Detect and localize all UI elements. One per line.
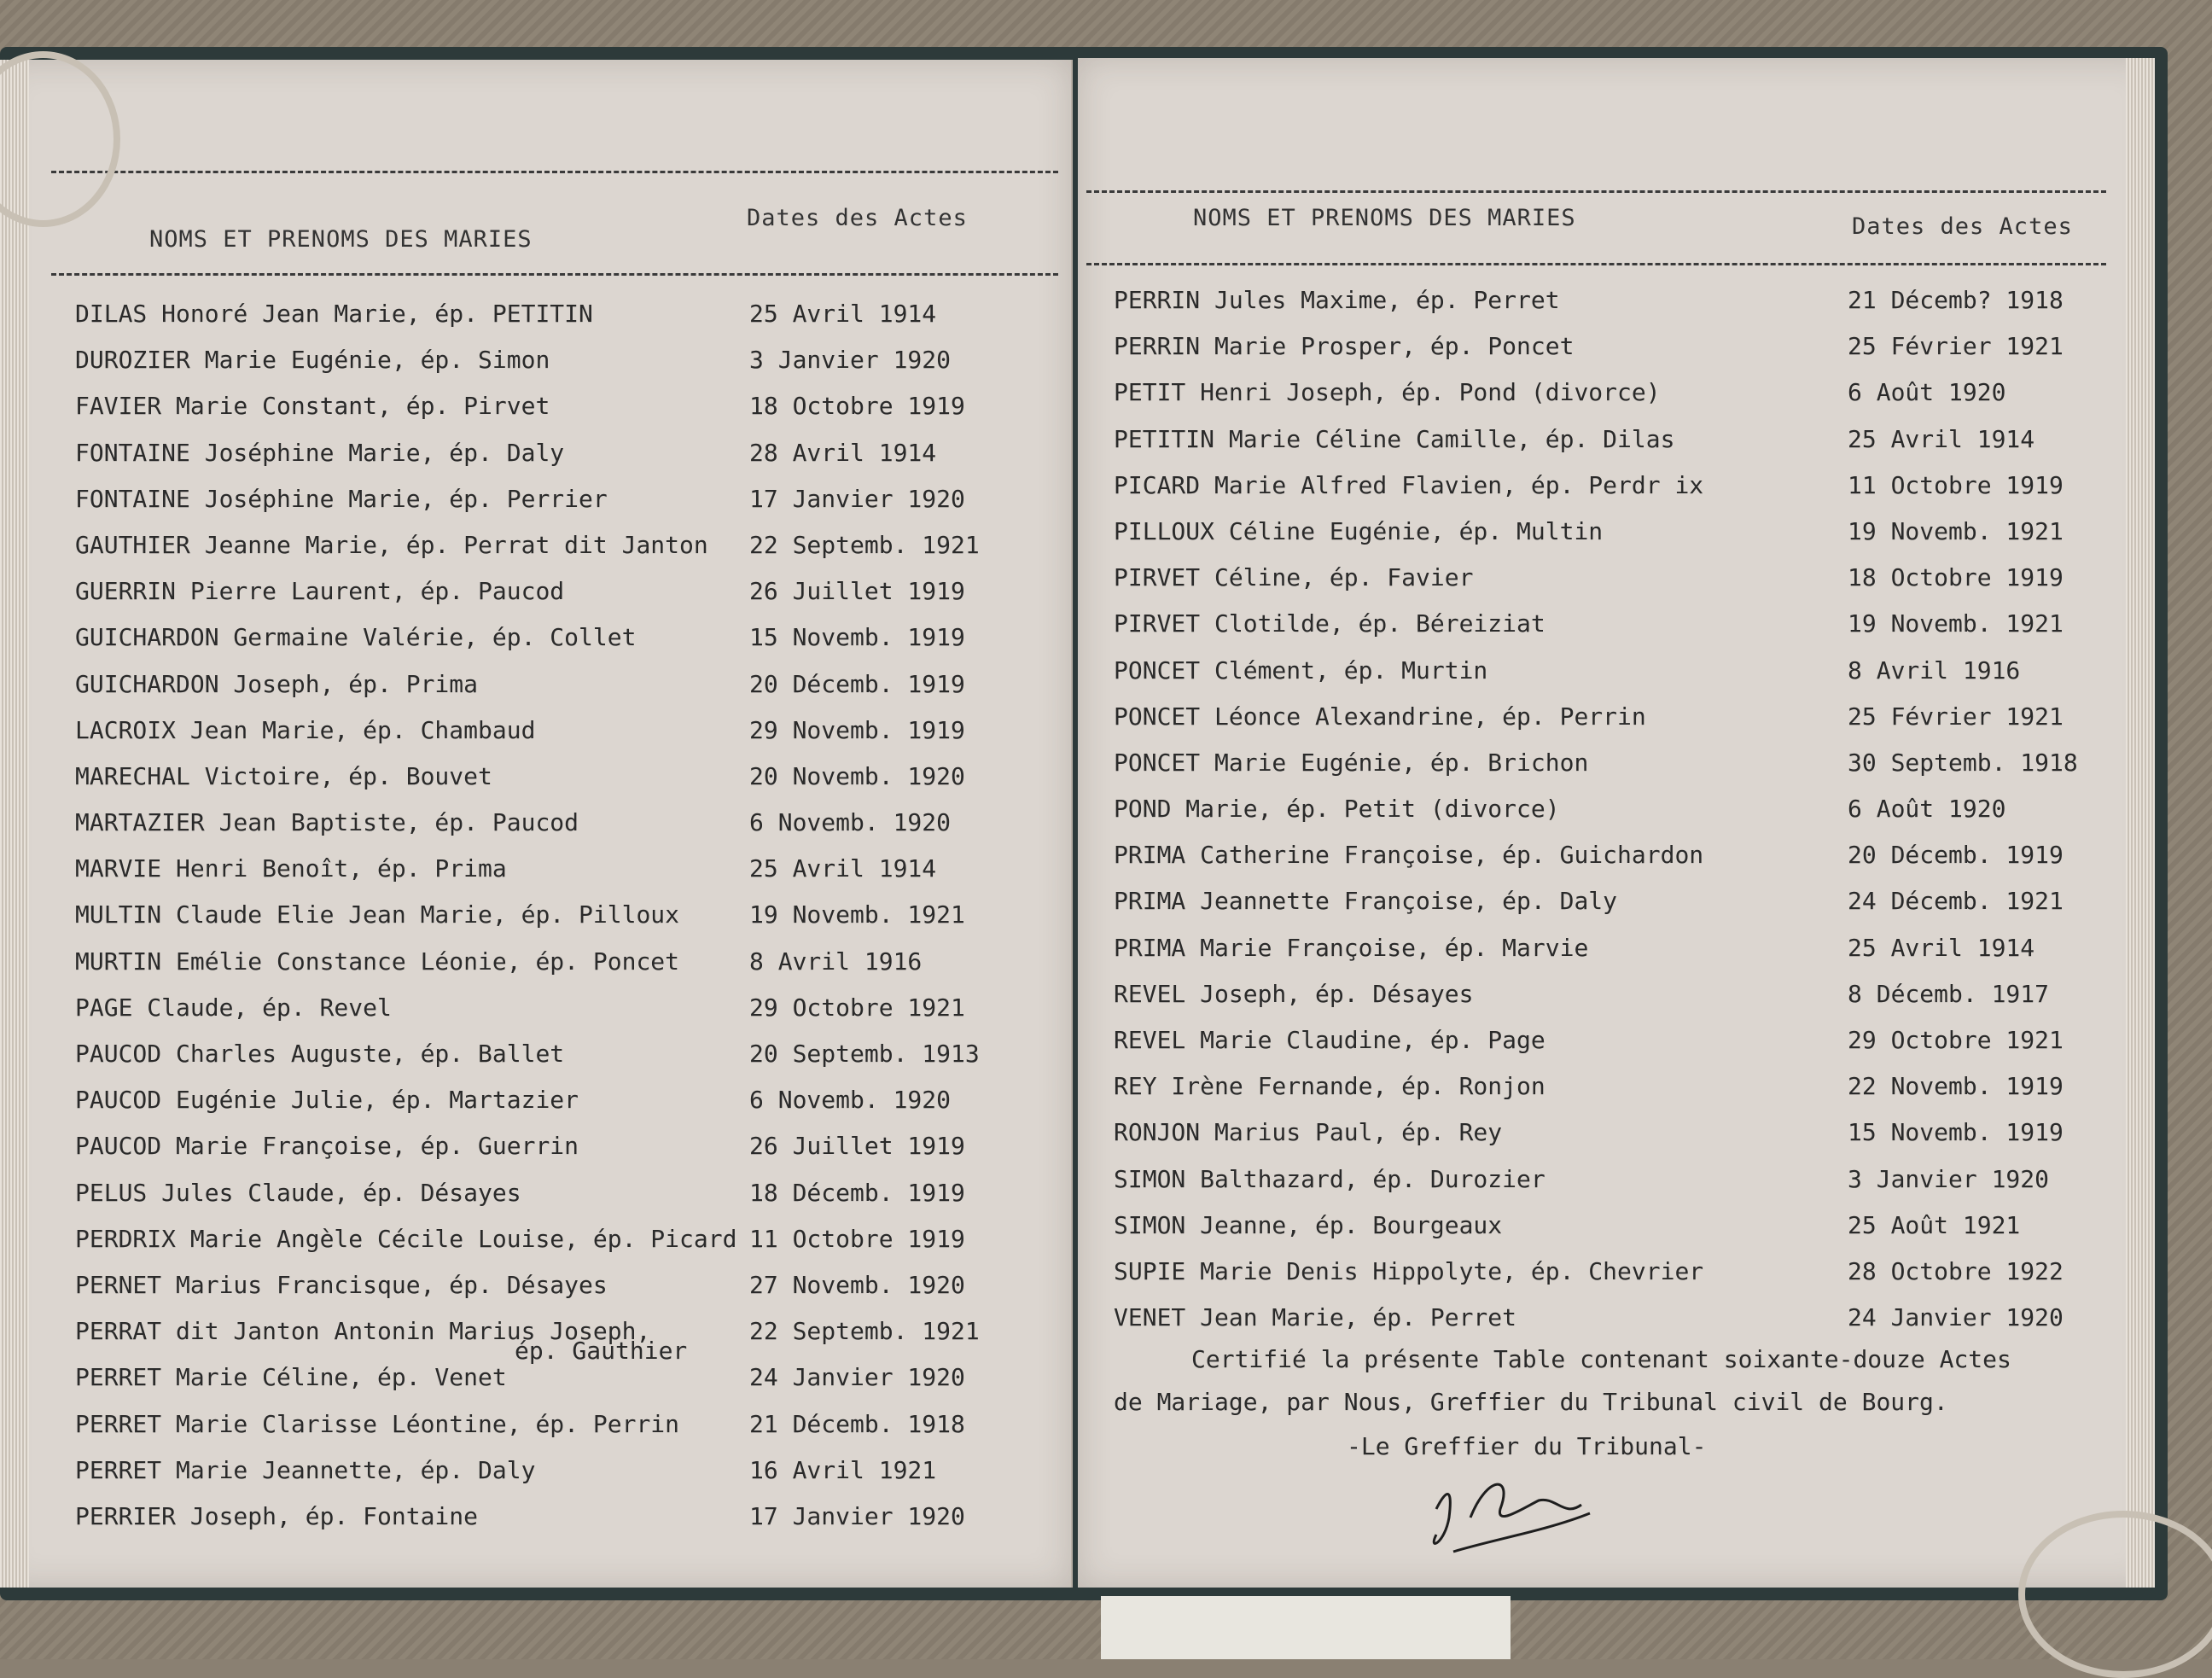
entry-date: 28 Octobre 1922 — [1848, 1256, 2064, 1285]
entry-name: REY Irène Fernande, ép. Ronjon — [1114, 1072, 1545, 1101]
right-page — [1078, 58, 2155, 1588]
header-bottom-rule — [51, 273, 1058, 276]
entry-date: 30 Septemb. 1918 — [1848, 748, 2078, 777]
entry-name: PERRIN Jules Maxime, ép. Perret — [1114, 286, 1560, 314]
label-card — [1101, 1596, 1511, 1659]
entry-name: PONCET Clément, ép. Murtin — [1114, 655, 1488, 685]
entry-name: PETIT Henri Joseph, ép. Pond (divorce) — [1114, 378, 1661, 407]
entry-date: 22 Novemb. 1919 — [1848, 1072, 2064, 1101]
entry-date: 25 Avril 1914 — [1848, 424, 2035, 453]
entry-row — [75, 1503, 1057, 1549]
entry-row — [1114, 935, 2129, 981]
dates-column-header: Dates des Actes — [1852, 213, 2073, 240]
entry-row — [1114, 1027, 2129, 1073]
entry-name: PERRAT dit Janton Antonin Marius Joseph, — [75, 1317, 651, 1346]
entry-row — [75, 347, 1057, 393]
entry-date: 25 Avril 1914 — [749, 300, 937, 328]
entry-name: MARVIE Henri Benoît, ép. Prima — [75, 854, 507, 883]
entry-date: 18 Octobre 1919 — [1848, 563, 2064, 592]
entry-date: 3 Janvier 1920 — [749, 346, 952, 375]
right-entries-list — [1114, 287, 2129, 1350]
entry-row — [75, 440, 1057, 486]
entry-row — [1114, 1212, 2129, 1258]
entry-name: PIRVET Céline, ép. Favier — [1114, 563, 1474, 592]
entry-date: 6 Août 1920 — [1848, 378, 2006, 407]
entry-date: 3 Janvier 1920 — [1848, 1164, 2050, 1193]
page-edges — [2126, 58, 2155, 1588]
entry-row — [1114, 749, 2129, 795]
entry-date: 22 Septemb. 1921 — [749, 1317, 980, 1346]
entry-name: PAUCOD Marie Françoise, ép. Guerrin — [75, 1132, 579, 1161]
entry-name: FAVIER Marie Constant, ép. Pirvet — [75, 392, 550, 421]
entry-row — [75, 1272, 1057, 1318]
page-edges — [0, 60, 29, 1588]
entry-name: PRIMA Marie Françoise, ép. Marvie — [1114, 933, 1589, 962]
entry-date: 26 Juillet 1919 — [749, 577, 965, 606]
entry-row — [1114, 657, 2129, 703]
entry-date: 29 Octobre 1921 — [749, 993, 965, 1022]
entry-date: 24 Janvier 1920 — [749, 1363, 965, 1392]
entry-name: REVEL Joseph, ép. Désayes — [1114, 979, 1474, 1008]
entry-name: PERRIER Joseph, ép. Fontaine — [75, 1501, 479, 1530]
entry-name: DILAS Honoré Jean Marie, ép. PETITIN — [75, 300, 593, 328]
entry-name: FONTAINE Joséphine Marie, ép. Perrier — [75, 484, 608, 513]
entry-row — [1114, 472, 2129, 518]
entry-row — [1114, 703, 2129, 749]
entry-date: 20 Décemb. 1919 — [749, 669, 965, 698]
entry-date: 26 Juillet 1919 — [749, 1132, 965, 1161]
greffier-signature — [1419, 1458, 1641, 1588]
left-entries-list — [75, 300, 1057, 1549]
header-top-rule — [51, 171, 1058, 173]
entry-name: MURTIN Emélie Constance Léonie, ép. Poncet — [75, 947, 680, 976]
entry-date: 16 Avril 1921 — [749, 1455, 937, 1484]
entry-name-continuation: ép. Gauthier — [515, 1337, 688, 1366]
entry-date: 25 Avril 1914 — [1848, 933, 2035, 962]
entry-name: MARECHAL Victoire, ép. Bouvet — [75, 761, 492, 790]
entry-date: 8 Avril 1916 — [749, 947, 923, 976]
entry-row — [75, 1226, 1057, 1272]
entry-name: PAUCOD Eugénie Julie, ép. Martazier — [75, 1086, 579, 1115]
greffier-title: -Le Greffier du Tribunal- — [1347, 1432, 1707, 1460]
entry-date: 19 Novemb. 1921 — [749, 900, 965, 929]
entry-name: MARTAZIER Jean Baptiste, ép. Paucod — [75, 808, 579, 837]
entry-row — [1114, 333, 2129, 379]
certification-line-2: de Mariage, par Nous, Greffier du Tribunal civil de Bourg. — [1114, 1388, 1948, 1416]
entry-date: 19 Novemb. 1921 — [1848, 516, 2064, 545]
entry-date: 6 Novemb. 1920 — [749, 808, 952, 837]
entry-name: GUICHARDON Joseph, ép. Prima — [75, 669, 479, 698]
entry-row — [1114, 1166, 2129, 1212]
entry-date: 11 Octobre 1919 — [749, 1224, 965, 1253]
entry-date: 22 Septemb. 1921 — [749, 530, 980, 559]
entry-date: 11 Octobre 1919 — [1848, 470, 2064, 499]
entry-date: 25 Août 1921 — [1848, 1210, 2021, 1239]
header-bottom-rule — [1086, 263, 2106, 265]
entry-name: PERRET Marie Céline, ép. Venet — [75, 1363, 507, 1392]
entry-row — [75, 1364, 1057, 1410]
header-top-rule — [1086, 190, 2106, 193]
entry-row — [75, 855, 1057, 901]
entry-row — [1114, 842, 2129, 888]
entry-name: GUICHARDON Germaine Valérie, ép. Collet — [75, 623, 637, 652]
entry-row — [75, 809, 1057, 855]
entry-date: 6 Août 1920 — [1848, 795, 2006, 824]
entry-row — [1114, 888, 2129, 934]
entry-name: GAUTHIER Jeanne Marie, ép. Perrat dit Janton — [75, 530, 708, 559]
entry-row — [1114, 1258, 2129, 1304]
entry-row — [1114, 610, 2129, 656]
entry-row — [75, 1411, 1057, 1457]
entry-date: 18 Décemb. 1919 — [749, 1178, 965, 1207]
entry-date: 29 Novemb. 1919 — [749, 715, 965, 744]
entry-name: PETITIN Marie Céline Camille, ép. Dilas — [1114, 424, 1675, 453]
entry-row — [75, 671, 1057, 717]
entry-row — [1114, 1304, 2129, 1350]
entry-name: PILLOUX Céline Eugénie, ép. Multin — [1114, 516, 1604, 545]
entry-row — [1114, 981, 2129, 1027]
entry-row — [1114, 518, 2129, 564]
entry-name: LACROIX Jean Marie, ép. Chambaud — [75, 715, 536, 744]
entry-row — [75, 1180, 1057, 1226]
entry-name: PERNET Marius Francisque, ép. Désayes — [75, 1270, 608, 1299]
entry-row — [75, 1040, 1057, 1087]
entry-row — [1114, 564, 2129, 610]
entry-row — [1114, 795, 2129, 842]
entry-date: 25 Avril 1914 — [749, 854, 937, 883]
entry-name: VENET Jean Marie, ép. Perret — [1114, 1303, 1517, 1332]
entry-row — [75, 486, 1057, 532]
entry-row — [75, 393, 1057, 439]
entry-date: 29 Octobre 1921 — [1848, 1026, 2064, 1054]
entry-name: GUERRIN Pierre Laurent, ép. Paucod — [75, 577, 565, 606]
entry-date: 20 Septemb. 1913 — [749, 1040, 980, 1068]
entry-row — [1114, 1119, 2129, 1165]
entry-date: 6 Novemb. 1920 — [749, 1086, 952, 1115]
entry-row — [75, 624, 1057, 670]
entry-row — [75, 901, 1057, 947]
certification-line-1: Certifié la présente Table contenant soixante-douze Actes — [1191, 1345, 2011, 1373]
entry-name: PICARD Marie Alfred Flavien, ép. Perdr ix — [1114, 470, 1704, 499]
entry-name: SUPIE Marie Denis Hippolyte, ép. Chevrier — [1114, 1256, 1704, 1285]
entry-row — [75, 1133, 1057, 1179]
entry-date: 21 Décemb. 1918 — [749, 1409, 965, 1438]
entry-name: PERDRIX Marie Angèle Cécile Louise, ép. Picard — [75, 1224, 737, 1253]
entry-row — [75, 994, 1057, 1040]
left-page — [0, 60, 1073, 1588]
entry-name: DUROZIER Marie Eugénie, ép. Simon — [75, 346, 550, 375]
entry-row — [75, 1318, 1057, 1364]
entry-date: 24 Janvier 1920 — [1848, 1303, 2064, 1332]
entry-date: 8 Décemb. 1917 — [1848, 979, 2050, 1008]
entry-name: MULTIN Claude Elie Jean Marie, ép. Pilloux — [75, 900, 680, 929]
entry-name: REVEL Marie Claudine, ép. Page — [1114, 1026, 1545, 1054]
entry-name: SIMON Balthazard, ép. Durozier — [1114, 1164, 1545, 1193]
entry-name: PONCET Marie Eugénie, ép. Brichon — [1114, 748, 1589, 777]
entry-row — [75, 763, 1057, 809]
entry-date: 15 Novemb. 1919 — [1848, 1118, 2064, 1147]
entry-date: 28 Avril 1914 — [749, 438, 937, 467]
names-column-header: NOMS ET PRENOMS DES MARIES — [149, 226, 533, 253]
entry-row — [75, 578, 1057, 624]
entry-name: PERRIN Marie Prosper, ép. Poncet — [1114, 332, 1575, 361]
names-column-header: NOMS ET PRENOMS DES MARIES — [1193, 205, 1576, 231]
entry-row — [75, 532, 1057, 578]
entry-date: 8 Avril 1916 — [1848, 655, 2021, 685]
entry-date: 20 Décemb. 1919 — [1848, 841, 2064, 870]
entry-date: 18 Octobre 1919 — [749, 392, 965, 421]
entry-row — [1114, 426, 2129, 472]
entry-date: 21 Décemb? 1918 — [1848, 286, 2064, 314]
entry-row — [1114, 1073, 2129, 1119]
entry-name: PRIMA Catherine Françoise, ép. Guichardon — [1114, 841, 1704, 870]
entry-date: 27 Novemb. 1920 — [749, 1270, 965, 1299]
entry-row — [75, 1087, 1057, 1133]
entry-row — [1114, 379, 2129, 425]
entry-name: PRIMA Jeannette Françoise, ép. Daly — [1114, 887, 1618, 916]
entry-row — [1114, 287, 2129, 333]
entry-row — [75, 948, 1057, 994]
entry-date: 17 Janvier 1920 — [749, 1501, 965, 1530]
entry-name: SIMON Jeanne, ép. Bourgeaux — [1114, 1210, 1503, 1239]
entry-name: PONCET Léonce Alexandrine, ép. Perrin — [1114, 702, 1646, 731]
entry-date: 19 Novemb. 1921 — [1848, 609, 2064, 638]
entry-date: 24 Décemb. 1921 — [1848, 887, 2064, 916]
entry-date: 17 Janvier 1920 — [749, 484, 965, 513]
entry-row — [75, 1457, 1057, 1503]
entry-name: PAGE Claude, ép. Revel — [75, 993, 392, 1022]
entry-name: PELUS Jules Claude, ép. Désayes — [75, 1178, 521, 1207]
entry-date: 15 Novemb. 1919 — [749, 623, 965, 652]
entry-row — [75, 300, 1057, 347]
dates-column-header: Dates des Actes — [747, 205, 968, 231]
entry-date: 25 Février 1921 — [1848, 702, 2064, 731]
entry-name: POND Marie, ép. Petit (divorce) — [1114, 795, 1560, 824]
entry-date: 20 Novemb. 1920 — [749, 761, 965, 790]
entry-name: PERRET Marie Jeannette, ép. Daly — [75, 1455, 536, 1484]
entry-row — [75, 717, 1057, 763]
entry-name: FONTAINE Joséphine Marie, ép. Daly — [75, 438, 565, 467]
entry-name: RONJON Marius Paul, ép. Rey — [1114, 1118, 1503, 1147]
entry-date: 25 Février 1921 — [1848, 332, 2064, 361]
entry-name: PIRVET Clotilde, ép. Béreiziat — [1114, 609, 1545, 638]
entry-name: PAUCOD Charles Auguste, ép. Ballet — [75, 1040, 565, 1068]
entry-name: PERRET Marie Clarisse Léontine, ép. Perrin — [75, 1409, 680, 1438]
